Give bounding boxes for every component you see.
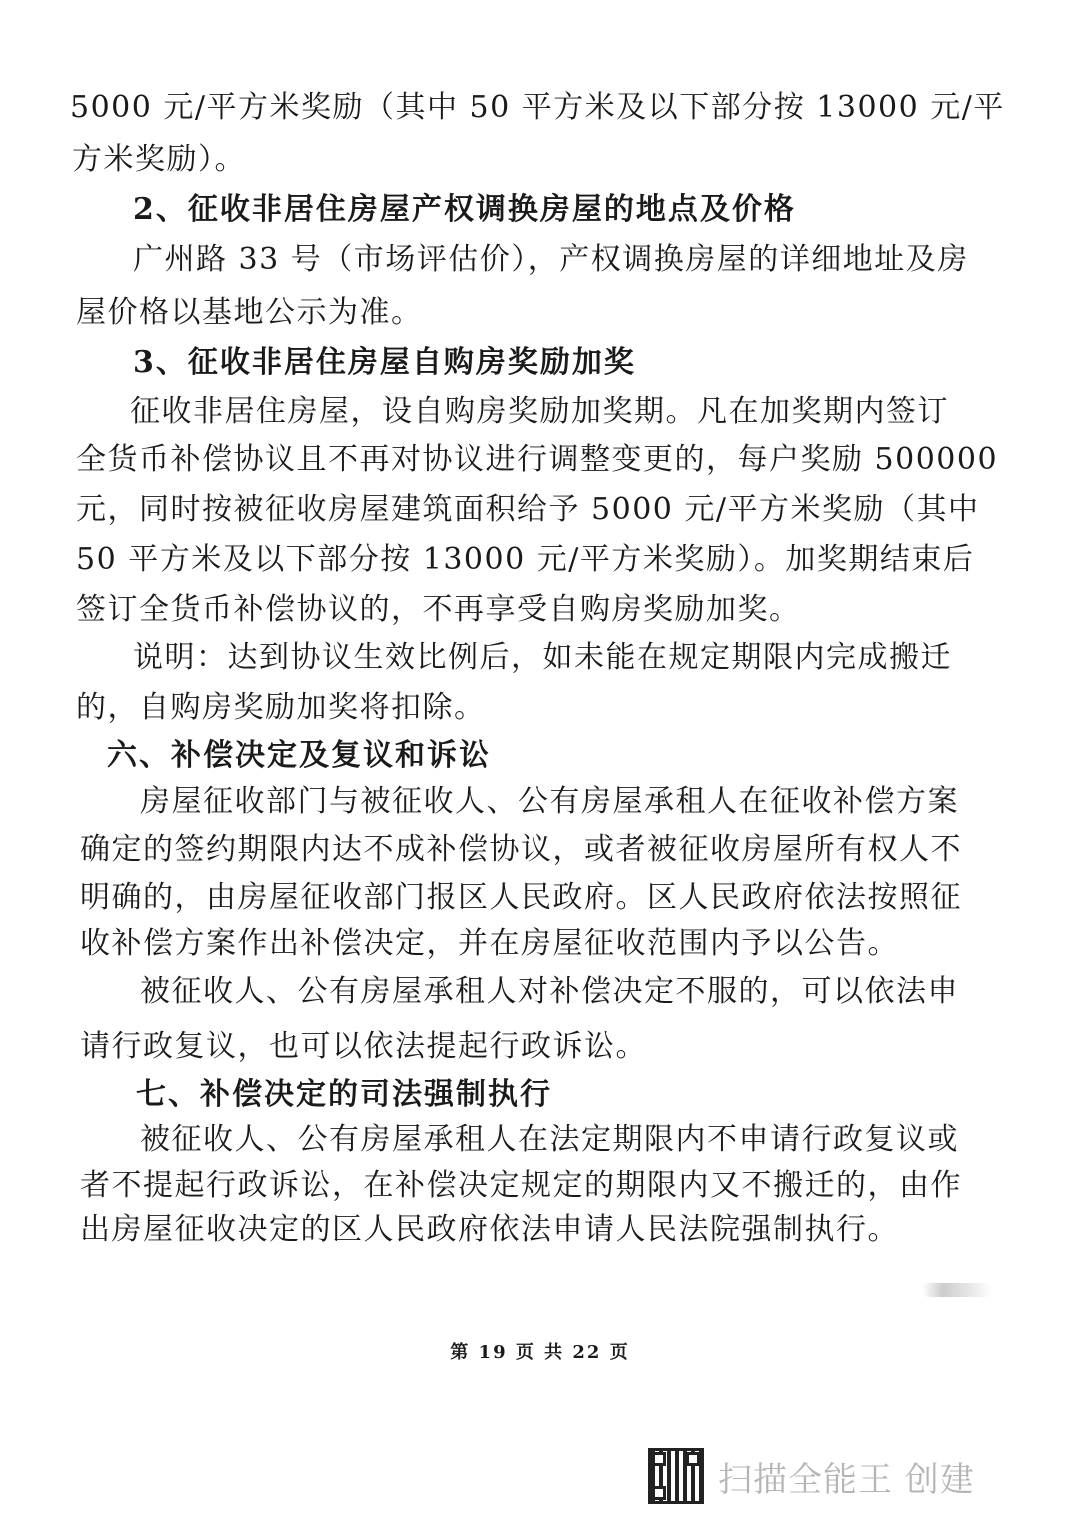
section-heading-6: 六、补偿决定及复议和诉讼 [107, 738, 491, 773]
body-line-19: 被征收人、公有房屋承租人对补偿决定不服的，可以依法申 [140, 974, 959, 1009]
body-line-18: 收补偿方案作出补偿决定，并在房屋征收范围内予以公告。 [80, 926, 899, 961]
body-line-13: 的，自购房奖励加奖将扣除。 [76, 690, 486, 725]
scanner-watermark [648, 1445, 978, 1507]
body-line-11: 签订全货币补偿协议的，不再享受自购房奖励加奖。 [76, 592, 801, 627]
body-line-22: 被征收人、公有房屋承租人在法定期限内不申请行政复议或 [140, 1122, 959, 1157]
body-line-16: 确定的签约期限内达不成补偿协议，或者被征收房屋所有权人不 [80, 832, 962, 867]
body-line-17: 明确的，由房屋征收部门报区人民政府。区人民政府依法按照征 [80, 880, 962, 915]
body-line-10: 50 平方米及以下部分按 13000 元/平方米奖励）。加奖期结束后 [76, 542, 975, 577]
body-line-9: 元，同时按被征收房屋建筑面积给予 5000 元/平方米奖励（其中 [76, 492, 980, 527]
qr-corner-marker [652, 1486, 666, 1500]
body-line-12: 说明：达到协议生效比例后，如未能在规定期限内完成搬迁 [133, 640, 952, 675]
body-line-24: 出房屋征收决定的区人民政府依法申请人民法院强制执行。 [80, 1212, 899, 1247]
section-heading-7: 七、补偿决定的司法强制执行 [136, 1077, 552, 1112]
body-line-20: 请行政复议，也可以依法提起行政诉讼。 [80, 1029, 647, 1064]
section-heading-3: 3、征收非居住房屋自购房奖励加奖 [133, 345, 636, 380]
body-line-15: 房屋征收部门与被征收人、公有房屋承租人在征收补偿方案 [140, 784, 959, 819]
body-line-7: 征收非居住房屋，设自购房奖励加奖期。凡在加奖期内签订 [130, 394, 949, 429]
body-line-4: 广州路 33 号（市场评估价），产权调换房屋的详细地址及房 [133, 242, 969, 277]
page-number: 第 19 页 共 22 页 [450, 1342, 630, 1363]
watermark-text: 扫描全能王 创建 [718, 1459, 975, 1500]
section-heading-2: 2、征收非居住房屋产权调换房屋的地点及价格 [133, 192, 796, 227]
body-line-8: 全货币补偿协议且不再对协议进行调整变更的，每户奖励 500000 [76, 442, 999, 477]
body-line-2: 方米奖励）。 [72, 142, 246, 177]
scan-smudge [922, 1283, 992, 1297]
body-line-5: 屋价格以基地公示为准。 [76, 295, 423, 330]
qr-code-icon [648, 1448, 704, 1504]
body-line-23: 者不提起行政诉讼，在补偿决定规定的期限内又不搬迁的，由作 [80, 1168, 962, 1203]
body-line-1: 5000 元/平方米奖励（其中 50 平方米及以下部分按 13000 元/平 [70, 90, 1005, 125]
